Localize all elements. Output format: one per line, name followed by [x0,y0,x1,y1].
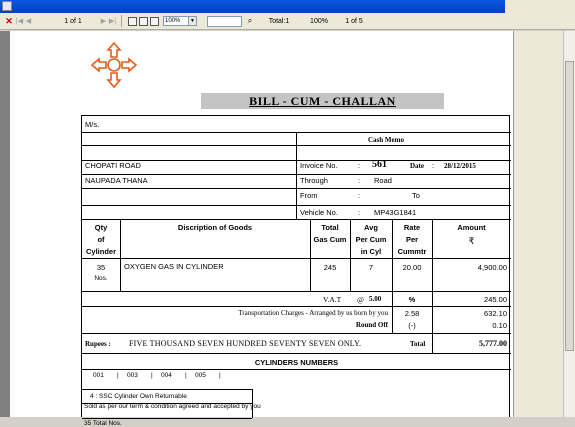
from-colon: : [358,191,361,200]
cylinder-number: 005 [195,372,206,379]
window-titlebar [0,0,575,13]
rule [296,132,297,205]
viewer-right-margin [513,31,563,417]
item-rate: 20.00 [402,263,422,272]
close-icon[interactable]: ✕ [5,15,13,26]
col-qty-line2: of [97,235,105,244]
titlebar-active-region [0,0,505,13]
through-colon: : [358,176,361,185]
search-input[interactable] [207,16,242,27]
col-rate-line1: Rate [403,223,421,232]
cash-memo-label: Cash Memo [368,136,404,144]
date-label: Date [410,162,424,170]
roundoff-sign: (-) [408,321,416,330]
address-line-1: CHOPATI ROAD [85,161,141,170]
vehicle-label: Vehicle No. [300,208,338,217]
item-qty: 35 [96,263,106,272]
next-page-icon[interactable]: ▶ [100,18,107,25]
amount-in-words: FIVE THOUSAND SEVEN HUNDRED SEVENTY SEVEN ONLY. [129,339,362,348]
col-rate-line2: Per [405,235,419,244]
scrollbar-thumb[interactable] [565,61,574,351]
company-logo-icon [90,41,138,89]
cylinder-sep: | [151,372,153,379]
invoice-date: 28/12/2015 [444,162,476,170]
ms-label: M/s. [85,120,100,129]
date-colon: : [432,161,435,170]
invoice-label: Invoice No. [300,161,338,170]
total-count: Total:1 [268,17,290,25]
rule [82,389,252,390]
last-page-icon[interactable]: ▶| [108,18,117,25]
bill-title: BILL - CUM - CHALLAN [201,93,444,109]
rupee-symbol: ₹ [468,236,475,246]
item-description: OXYGEN GAS IN CYLINDER [124,262,224,271]
col-avg-line2: Per Cum [355,235,387,244]
cylinder-number: 001 [93,372,104,379]
rule [82,306,511,307]
rule [82,219,511,220]
zoom-select[interactable] [163,16,197,26]
chevron-down-icon[interactable]: ▼ [188,17,196,25]
col-avg-line1: Avg [364,223,378,232]
zoom-select-value: 100% [165,18,181,24]
rupees-label: Rupees : [85,340,111,348]
invoice-sheet [81,115,510,417]
page-indicator: 1 of 1 [64,17,82,25]
first-page-icon[interactable]: |◀ [15,18,24,25]
cylinder-number: 004 [161,372,172,379]
roundoff-label: Round Off [355,321,388,329]
vat-amount: 245.00 [484,295,507,304]
prev-page-icon[interactable]: ◀ [25,18,32,25]
vat-rate: 5.00 [369,295,382,303]
cylinders-heading: CYLINDERS NUMBERS [254,358,339,367]
report-viewer [0,31,575,427]
footer-note: Sold as per our term & condition agreed and accepted by you [84,403,261,410]
col-description: Discription of Goods [177,223,253,232]
report-page [10,31,513,427]
zoom-percent: 100% [310,17,328,25]
vehicle-number: MP43G1841 [374,208,417,217]
cylinder-note: 4 : SSC Cylinder Own Returnable [90,393,187,400]
rule [82,333,511,334]
from-label: From [300,191,318,200]
total-nos: 35 Total Nos. [84,420,122,427]
cylinder-sep: | [185,372,187,379]
print-setup-icon[interactable] [139,17,148,26]
item-avg: 7 [368,263,374,272]
print-icon[interactable] [128,17,137,26]
vat-percent: % [408,295,416,304]
transport-amount: 632.10 [484,309,507,318]
rule [82,369,511,370]
rule [82,353,511,354]
col-avg-line3: in Cyl [360,247,382,256]
col-total-gas-line2: Gas Cum [313,235,347,244]
vat-at: @ [357,295,364,304]
col-rate-line3: Cummtr [397,247,427,256]
item-qty-unit: Nos. [94,275,108,282]
through-label: Through [300,176,328,185]
cylinder-number: 003 [127,372,138,379]
page-count: 1 of 5 [345,17,363,25]
export-icon[interactable] [150,17,159,26]
transport-label: Transportation Charges - Arranged by us born by you [238,309,388,317]
transport-rate: 2.58 [404,309,420,318]
invoice-number: 561 [372,159,387,170]
vat-label: V.A.T [323,295,342,304]
total-amount: 5,777.00 [479,339,507,348]
vertical-scrollbar[interactable] [563,31,575,417]
to-label: To [412,191,420,200]
cylinder-sep: | [219,372,221,379]
through-value: Road [374,176,392,185]
col-qty-line1: Qty [94,223,108,232]
rule [82,291,511,292]
total-label: Total [410,340,426,348]
roundoff-amount: 0.10 [492,321,507,330]
item-amount: 4,900.00 [477,263,507,272]
col-total-gas-line1: Total [321,223,339,232]
address-line-2: NAUPADA THANA [85,176,148,185]
rule [82,258,511,259]
report-toolbar [0,13,575,30]
vehicle-colon: : [358,208,361,217]
app-icon [2,1,12,11]
rule [296,205,297,219]
viewer-left-margin [0,31,10,417]
binoculars-icon[interactable]: ⌕ [247,16,253,25]
invoice-colon: : [358,161,361,170]
col-amount: Amount [457,223,486,232]
col-qty-line3: Cylinder [85,247,116,256]
rule [82,418,252,419]
item-total-gas: 245 [323,263,337,272]
cylinder-sep: | [117,372,119,379]
toolbar-separator [121,15,122,27]
